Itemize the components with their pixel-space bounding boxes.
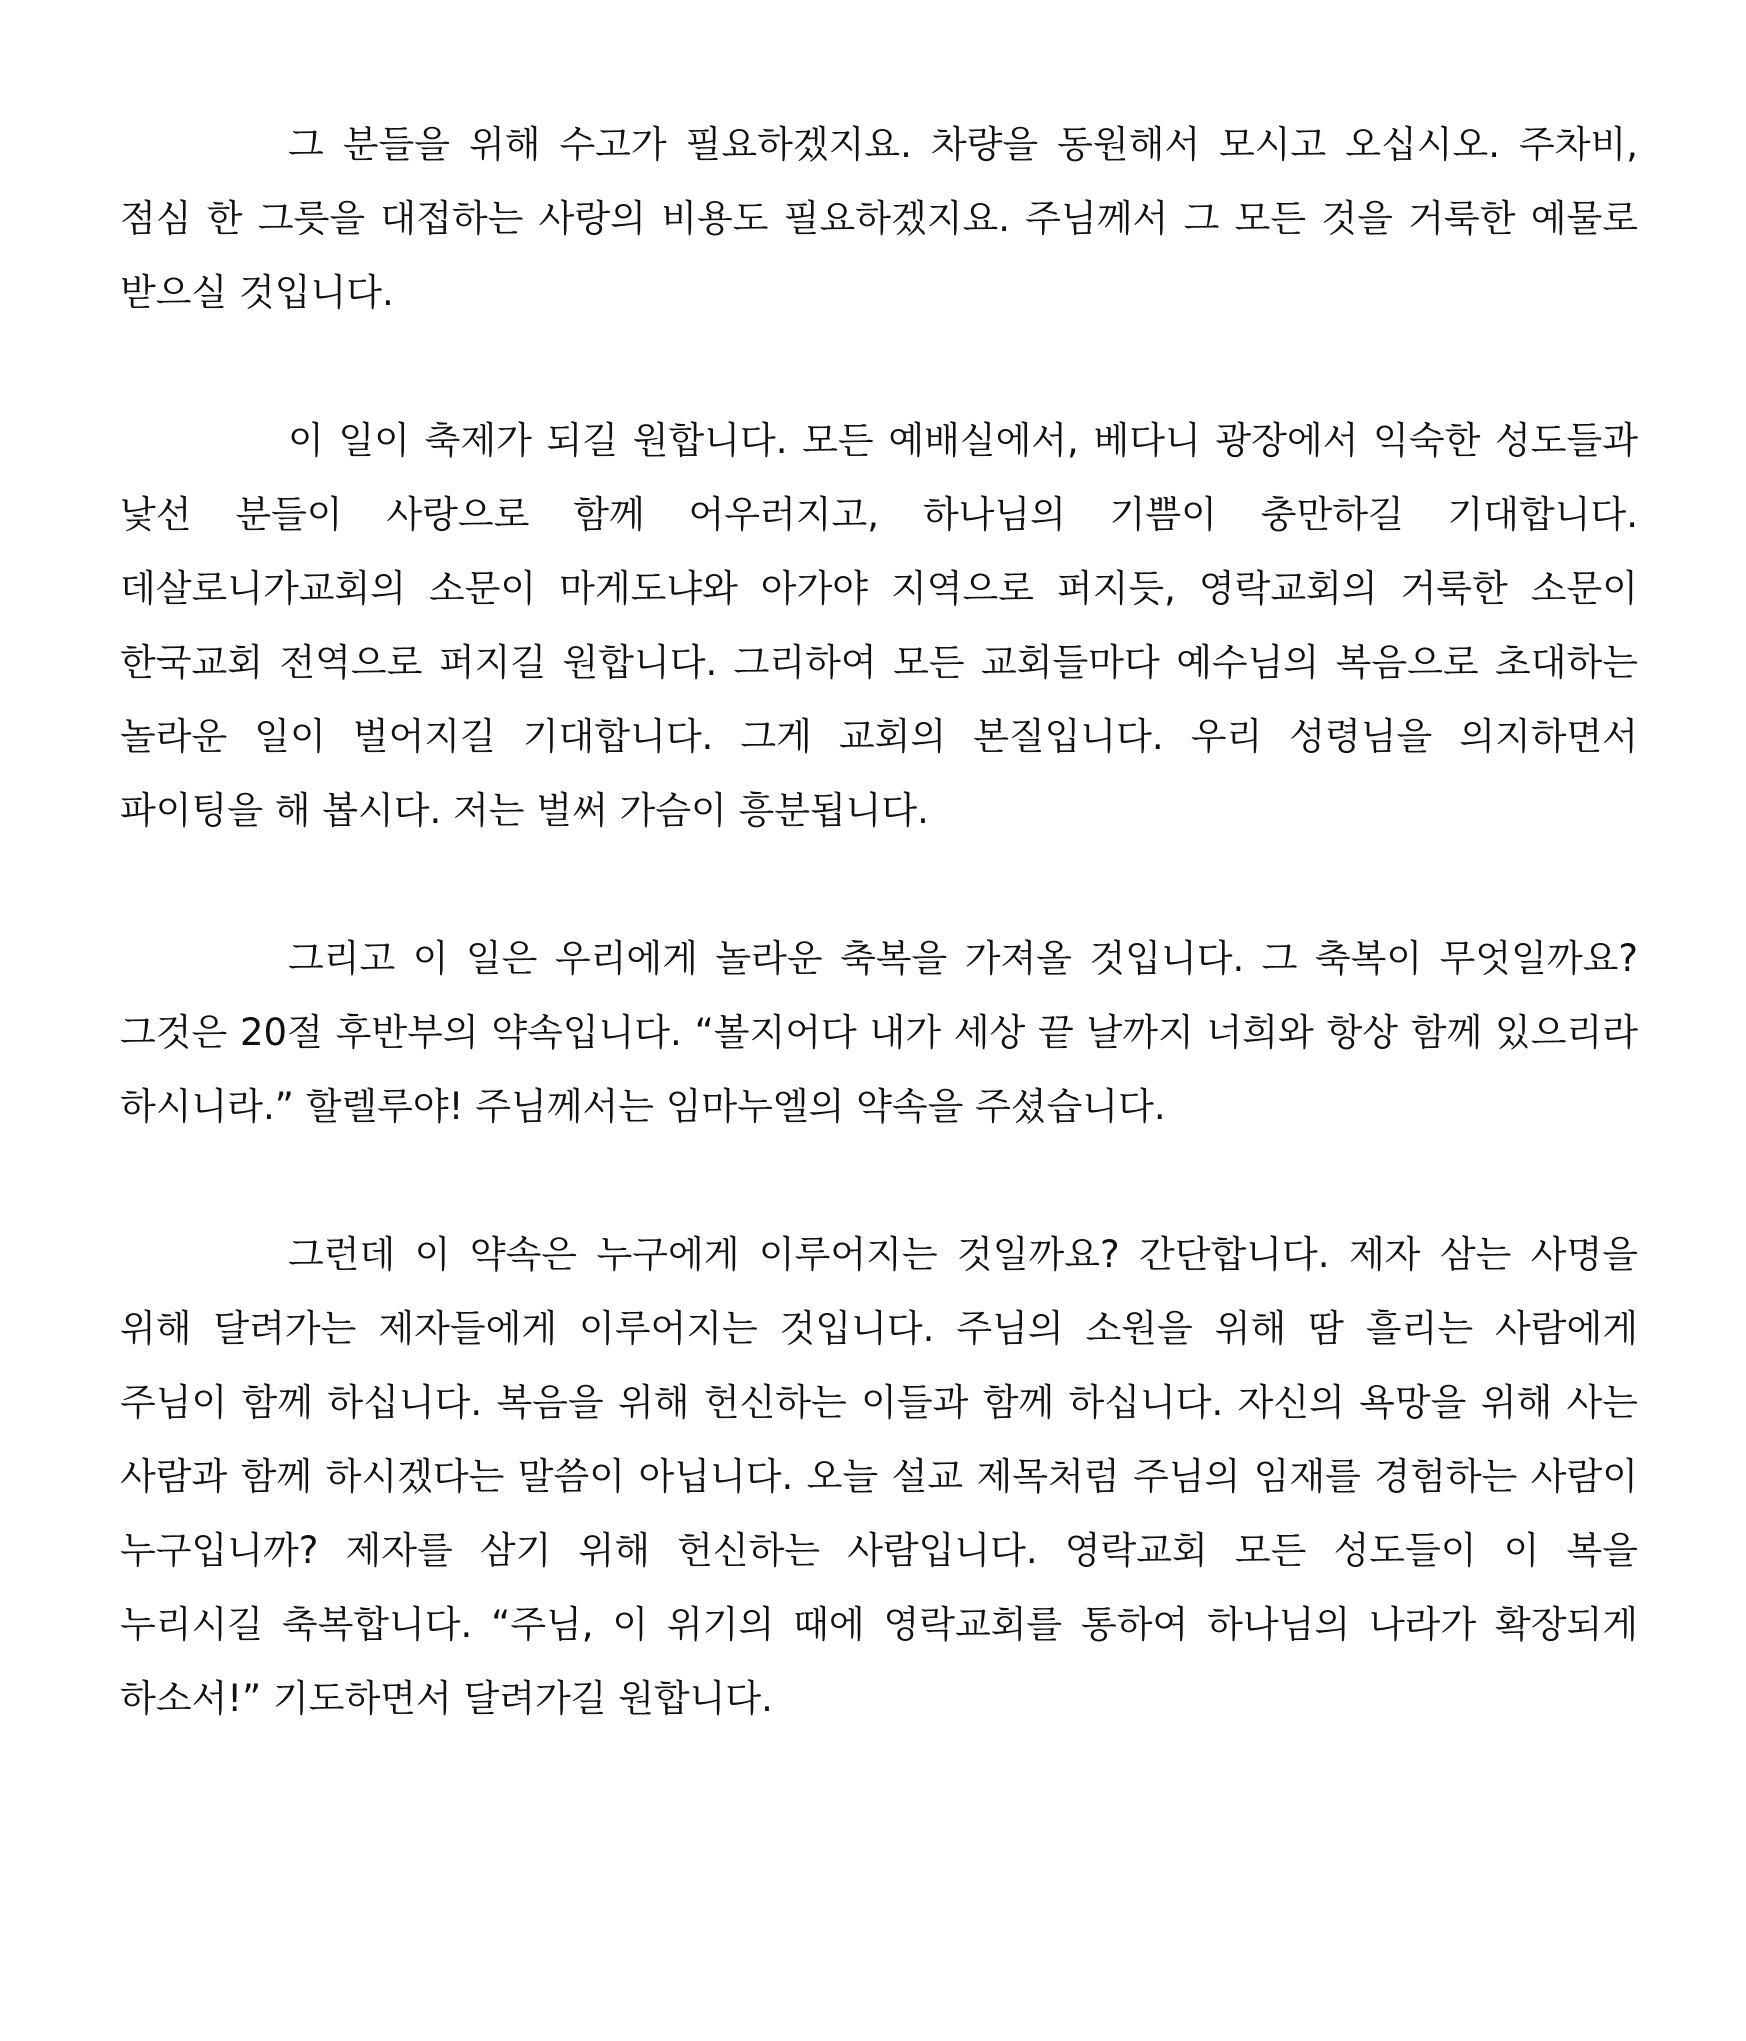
paragraph-promise: 그런데 이 약속은 누구에게 이루어지는 것일까요? 간단합니다. 제자 삼는 사명을 위해 달려가는 제자들에게 이루어지는 것입니다. 주님의 소원을 위해 땀 흘리는 사람에게 주님이 함께 하십니다. 복음을 위해 헌신하는 이들과 함께 하십니다. 자신의 욕망을 위해 사는 사람과 함께 하시겠다는 말씀이 아닙니다. 오늘 설교 제목처럼 주님의 임재를 경험하는 사람이 누구입니까? 제자를 삼기 위해 헌신하는 사람입니다. 영락교회 모든 성도들이 이 복을 누리시길 축복합니다. “주님, 이 위기의 때에 영락교회를 통하여 하나님의 나라가 확장되게 하소서!” 기도하면서 달려가길 원합니다. xyxy=(120,1233,1638,1720)
paragraph-preparation: 그 분들을 위해 수고가 필요하겠지요. 차량을 동원해서 모시고 오십시오. 주차비, 점심 한 그릇을 대접하는 사랑의 비용도 필요하겠지요. 주님께서 그 모든 것을 거룩한 예물로 받으실 것입니다. xyxy=(120,123,1638,314)
paragraph-blessing: 그리고 이 일은 우리에게 놀라운 축복을 가져올 것입니다. 그 축복이 무엇일까요? 그것은 20절 후반부의 약속입니다. “볼지어다 내가 세상 끝 날까지 너희와 항상 함께 있으리라 하시니라.” 할렐루야! 주님께서는 임마누엘의 약속을 주셨습니다. xyxy=(120,937,1638,1128)
paragraph-festival: 이 일이 축제가 되길 원합니다. 모든 예배실에서, 베다니 광장에서 익숙한 성도들과 낯선 분들이 사랑으로 함께 어우러지고, 하나님의 기쁨이 충만하길 기대합니다. 데살로니가교회의 소문이 마게도냐와 아가야 지역으로 퍼지듯, 영락교회의 거룩한 소문이 한국교회 전역으로 퍼지길 원합니다. 그리하여 모든 교회들마다 예수님의 복음으로 초대하는 놀라운 일이 벌어지길 기대합니다. 그게 교회의 본질입니다. 우리 성령님을 의지하면서 파이팅을 해 봅시다. 저는 벌써 가슴이 흥분됩니다. xyxy=(120,419,1638,832)
document-page xyxy=(120,108,1638,1736)
